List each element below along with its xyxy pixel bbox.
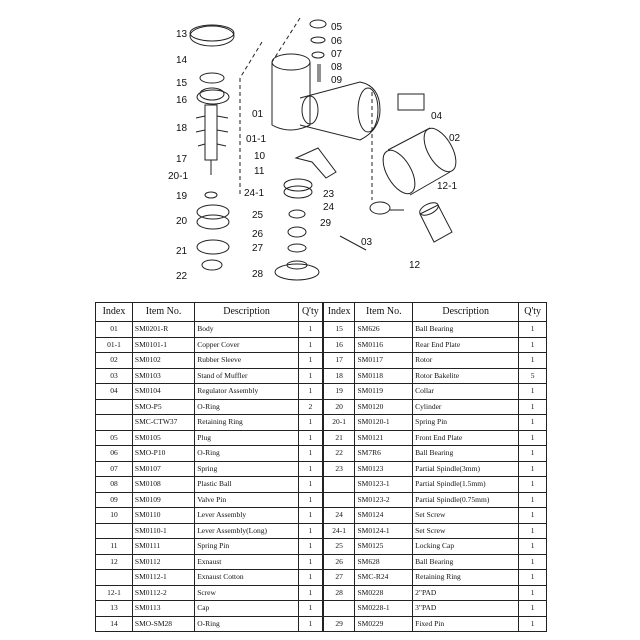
cell-index-2	[323, 477, 355, 493]
cell-item-no-2: SM0228	[355, 585, 413, 601]
cell-qty: 2	[298, 399, 322, 415]
cell-qty: 1	[298, 570, 322, 586]
cell-index: 12	[96, 554, 133, 570]
table-row	[96, 446, 547, 462]
cell-qty: 1	[298, 508, 322, 524]
cell-item-no: SM0112-2	[132, 585, 194, 601]
callout-16: 16	[176, 95, 188, 106]
cell-qty: 1	[298, 461, 322, 477]
cell-item-no-2: SM0120-1	[355, 415, 413, 431]
cell-item-no-2: SM0119	[355, 384, 413, 400]
cell-qty: 1	[298, 492, 322, 508]
cell-qty: 1	[298, 337, 322, 353]
table-row	[96, 492, 547, 508]
cell-description: Body	[195, 322, 299, 338]
cell-item-no-2: SM0125	[355, 539, 413, 555]
cell-description: Plastic Ball	[195, 477, 299, 493]
cell-description: Rubber Sleeve	[195, 353, 299, 369]
exploded-parts-diagram	[0, 0, 640, 300]
callout-17: 17	[176, 154, 188, 165]
cell-description-2: Rotor Bakelite	[413, 368, 519, 384]
table-row	[96, 322, 547, 338]
cell-qty-2: 1	[519, 461, 547, 477]
cell-description: O-Ring	[195, 446, 299, 462]
callout-05: 05	[331, 22, 343, 33]
cell-qty: 1	[298, 353, 322, 369]
cell-description: Retaining Ring	[195, 415, 299, 431]
cell-index: 11	[96, 539, 133, 555]
cell-index	[96, 399, 133, 415]
cell-item-no: SM0104	[132, 384, 194, 400]
cell-description: O-Ring	[195, 616, 299, 632]
cell-item-no: SM0201-R	[132, 322, 194, 338]
cell-item-no-2: SMC-R24	[355, 570, 413, 586]
cell-description: Plug	[195, 430, 299, 446]
header-qty: Q'ty	[298, 303, 322, 322]
callout-02: 02	[449, 133, 461, 144]
cell-qty-2: 1	[519, 337, 547, 353]
cell-description-2: Set Screw	[413, 523, 519, 539]
callout-21: 21	[176, 246, 188, 257]
header-description: Description	[195, 303, 299, 322]
callout-26: 26	[252, 229, 264, 240]
cell-description-2: Set Screw	[413, 508, 519, 524]
callout-06: 06	[331, 36, 343, 47]
cell-index: 01-1	[96, 337, 133, 353]
cell-index: 08	[96, 477, 133, 493]
callout-04: 04	[431, 111, 443, 122]
cell-index-2: 22	[323, 446, 355, 462]
cell-index-2: 20	[323, 399, 355, 415]
table-row	[96, 353, 547, 369]
cell-index-2: 24-1	[323, 523, 355, 539]
cell-item-no: SM0108	[132, 477, 194, 493]
cell-index: 05	[96, 430, 133, 446]
callout-27: 27	[252, 243, 264, 254]
cell-index-2	[323, 492, 355, 508]
cell-item-no: SM0107	[132, 461, 194, 477]
cell-item-no: SM0109	[132, 492, 194, 508]
cell-qty-2: 1	[519, 399, 547, 415]
cell-description: Valve Pin	[195, 492, 299, 508]
cell-qty-2: 1	[519, 616, 547, 632]
callout-29: 29	[320, 218, 332, 229]
parts-list-table	[95, 302, 547, 632]
cell-description: Exnaust	[195, 554, 299, 570]
cell-qty-2: 1	[519, 585, 547, 601]
cell-index: 12-1	[96, 585, 133, 601]
cell-item-no-2: SM0121	[355, 430, 413, 446]
cell-item-no: SM0101-1	[132, 337, 194, 353]
cell-item-no-2: SM0123	[355, 461, 413, 477]
cell-description: Stand of Muffler	[195, 368, 299, 384]
rotor-drawing	[205, 105, 217, 160]
callout-10: 10	[254, 151, 266, 162]
table-row	[96, 337, 547, 353]
callout-15: 15	[176, 78, 188, 89]
cell-index-2: 20-1	[323, 415, 355, 431]
table-body	[96, 322, 547, 632]
cell-index	[96, 523, 133, 539]
callout-13: 13	[176, 29, 188, 40]
cell-index: 13	[96, 601, 133, 617]
header-index: Index	[96, 303, 133, 322]
callout-20: 20	[176, 216, 188, 227]
cell-description: O-Ring	[195, 399, 299, 415]
cell-item-no-2: SM628	[355, 554, 413, 570]
callout-19: 19	[176, 191, 188, 202]
locking-cap-drawing	[289, 210, 305, 218]
callout-28: 28	[252, 269, 264, 280]
cell-item-no-2: SM0117	[355, 353, 413, 369]
cell-qty: 1	[298, 601, 322, 617]
cell-index-2: 24	[323, 508, 355, 524]
callout-07: 07	[331, 49, 343, 60]
callout-08: 08	[331, 62, 343, 73]
cell-index-2: 19	[323, 384, 355, 400]
cell-index: 04	[96, 384, 133, 400]
cell-item-no-2: SM0124	[355, 508, 413, 524]
cell-qty: 1	[298, 384, 322, 400]
retaining-ring-drawing	[288, 244, 306, 252]
part-callouts	[168, 22, 461, 282]
cell-qty-2: 1	[519, 601, 547, 617]
ball-bearing-26-drawing	[288, 227, 306, 237]
cell-item-no-2: SM0229	[355, 616, 413, 632]
cell-description: Exnaust Cotton	[195, 570, 299, 586]
cell-qty: 1	[298, 554, 322, 570]
cell-index: 07	[96, 461, 133, 477]
cell-item-no-2: SM0123-2	[355, 492, 413, 508]
cell-index: 06	[96, 446, 133, 462]
cell-item-no: SM0102	[132, 353, 194, 369]
cell-description-2: Spring Pin	[413, 415, 519, 431]
table-row	[96, 570, 547, 586]
header-description-2: Description	[413, 303, 519, 322]
cell-item-no-2: SM0228-1	[355, 601, 413, 617]
callout-24-1: 24-1	[244, 188, 265, 199]
header-qty-2: Q'ty	[519, 303, 547, 322]
cell-description-2: Collar	[413, 384, 519, 400]
cell-qty-2: 1	[519, 477, 547, 493]
cell-description-2: Partial Spindle(1.5mm)	[413, 477, 519, 493]
cell-item-no: SM0112-1	[132, 570, 194, 586]
cell-description-2: Ball Bearing	[413, 322, 519, 338]
cell-index: 02	[96, 353, 133, 369]
cell-item-no: SMO-P5	[132, 399, 194, 415]
callout-24: 24	[323, 202, 335, 213]
cell-qty: 1	[298, 368, 322, 384]
cell-index-2: 29	[323, 616, 355, 632]
cell-index-2: 15	[323, 322, 355, 338]
cell-description-2: 3"PAD	[413, 601, 519, 617]
cell-qty-2: 1	[519, 430, 547, 446]
cell-index: 03	[96, 368, 133, 384]
cell-description: Spring	[195, 461, 299, 477]
cell-qty-2: 1	[519, 415, 547, 431]
cell-description-2: Retaining Ring	[413, 570, 519, 586]
cell-index-2: 25	[323, 539, 355, 555]
table-row	[96, 616, 547, 632]
header-index-2: Index	[323, 303, 355, 322]
cell-item-no: SM0103	[132, 368, 194, 384]
table-row	[96, 368, 547, 384]
callout-18: 18	[176, 123, 188, 134]
table-row	[96, 539, 547, 555]
table-row	[96, 508, 547, 524]
cell-qty-2: 1	[519, 508, 547, 524]
cell-qty: 1	[298, 446, 322, 462]
cell-qty: 1	[298, 322, 322, 338]
callout-09: 09	[331, 75, 343, 86]
cell-item-no-2: SM7R6	[355, 446, 413, 462]
cell-index	[96, 415, 133, 431]
cell-index-2: 21	[323, 430, 355, 446]
cell-index-2: 28	[323, 585, 355, 601]
table-row	[96, 461, 547, 477]
cell-item-no: SM0110-1	[132, 523, 194, 539]
cell-qty-2: 1	[519, 446, 547, 462]
cell-index	[96, 570, 133, 586]
cell-index-2: 16	[323, 337, 355, 353]
cell-description-2: Front End Plate	[413, 430, 519, 446]
table-row	[96, 384, 547, 400]
cell-qty: 1	[298, 430, 322, 446]
plug-drawing	[310, 20, 326, 28]
table-row	[96, 477, 547, 493]
table-row	[96, 430, 547, 446]
regulator-drawing	[398, 94, 424, 110]
table-row	[96, 585, 547, 601]
cell-index-2	[323, 601, 355, 617]
cell-description-2: Ball Bearing	[413, 554, 519, 570]
cell-item-no-2: SM0124-1	[355, 523, 413, 539]
cell-item-no-2: SM626	[355, 322, 413, 338]
cell-index: 09	[96, 492, 133, 508]
lever-drawing	[296, 148, 336, 178]
exploded-view-drawing	[0, 0, 640, 300]
o-ring-14-drawing	[200, 73, 224, 83]
cell-index: 14	[96, 616, 133, 632]
cell-item-no: SMO-P10	[132, 446, 194, 462]
cell-qty-2: 1	[519, 539, 547, 555]
cell-index-2: 23	[323, 461, 355, 477]
cell-qty: 1	[298, 616, 322, 632]
cell-qty: 1	[298, 585, 322, 601]
cell-qty: 1	[298, 539, 322, 555]
collar-drawing	[205, 192, 217, 198]
cell-qty-2: 1	[519, 322, 547, 338]
cell-qty-2: 1	[519, 570, 547, 586]
cell-item-no: SMO-SM28	[132, 616, 194, 632]
cell-description-2: Fixed Pin	[413, 616, 519, 632]
cell-qty: 1	[298, 477, 322, 493]
cell-item-no: SM0113	[132, 601, 194, 617]
header-item-no: Item No.	[132, 303, 194, 322]
callout-23: 23	[323, 189, 335, 200]
cell-qty-2: 1	[519, 353, 547, 369]
cell-index-2: 27	[323, 570, 355, 586]
cell-index-2: 26	[323, 554, 355, 570]
callout-12: 12	[409, 260, 421, 271]
cap-13-drawing	[190, 26, 234, 46]
cell-description-2: Locking Cap	[413, 539, 519, 555]
pad-drawing	[275, 264, 319, 280]
callout-25: 25	[252, 210, 264, 221]
table-row	[96, 554, 547, 570]
cell-description: Regulator Assembly	[195, 384, 299, 400]
cell-item-no: SM0105	[132, 430, 194, 446]
callout-03: 03	[361, 237, 373, 248]
cell-qty: 1	[298, 523, 322, 539]
partial-spindle-drawing	[284, 179, 312, 191]
cell-description: Spring Pin	[195, 539, 299, 555]
cell-qty: 1	[298, 415, 322, 431]
cell-description-2: Rear End Plate	[413, 337, 519, 353]
cell-description-2: Rotor	[413, 353, 519, 369]
cell-item-no: SM0111	[132, 539, 194, 555]
cell-description-2: Cylinder	[413, 399, 519, 415]
callout-22: 22	[176, 271, 188, 282]
muffler-stand-drawing	[370, 202, 390, 214]
cell-item-no-2: SM0116	[355, 337, 413, 353]
table-row	[96, 399, 547, 415]
cell-qty-2: 5	[519, 368, 547, 384]
cell-description: Screw	[195, 585, 299, 601]
table-row	[96, 415, 547, 431]
front-end-plate-drawing	[197, 240, 229, 254]
cell-qty-2: 1	[519, 492, 547, 508]
table-row	[96, 523, 547, 539]
cell-index-2: 17	[323, 353, 355, 369]
cell-index-2: 18	[323, 368, 355, 384]
cell-description-2: Partial Spindle(0.75mm)	[413, 492, 519, 508]
ball-bearing-22-drawing	[202, 260, 222, 270]
callout-01: 01	[252, 109, 264, 120]
header-item-no-2: Item No.	[355, 303, 413, 322]
cell-description-2: Ball Bearing	[413, 446, 519, 462]
cell-item-no: SM0112	[132, 554, 194, 570]
cell-description-2: Partial Spindle(3mm)	[413, 461, 519, 477]
cell-description: Lever Assembly	[195, 508, 299, 524]
callout-14: 14	[176, 55, 188, 66]
cell-description: Lever Assembly(Long)	[195, 523, 299, 539]
cell-qty-2: 1	[519, 523, 547, 539]
cell-item-no-2: SM0118	[355, 368, 413, 384]
cell-index: 10	[96, 508, 133, 524]
cell-description: Cap	[195, 601, 299, 617]
cell-qty-2: 1	[519, 554, 547, 570]
callout-11: 11	[254, 166, 265, 177]
callout-12-1: 12-1	[437, 181, 458, 192]
cell-index: 01	[96, 322, 133, 338]
cell-item-no-2: SM0123-1	[355, 477, 413, 493]
cell-item-no-2: SM0120	[355, 399, 413, 415]
cell-description-2: 2"PAD	[413, 585, 519, 601]
table-row	[96, 601, 547, 617]
table-header-row	[96, 303, 547, 322]
cell-item-no: SMC-CTW37	[132, 415, 194, 431]
callout-01-1: 01-1	[246, 134, 267, 145]
cell-description: Copper Cover	[195, 337, 299, 353]
cell-item-no: SM0110	[132, 508, 194, 524]
cell-qty-2: 1	[519, 384, 547, 400]
callout-20-1: 20-1	[168, 171, 189, 182]
